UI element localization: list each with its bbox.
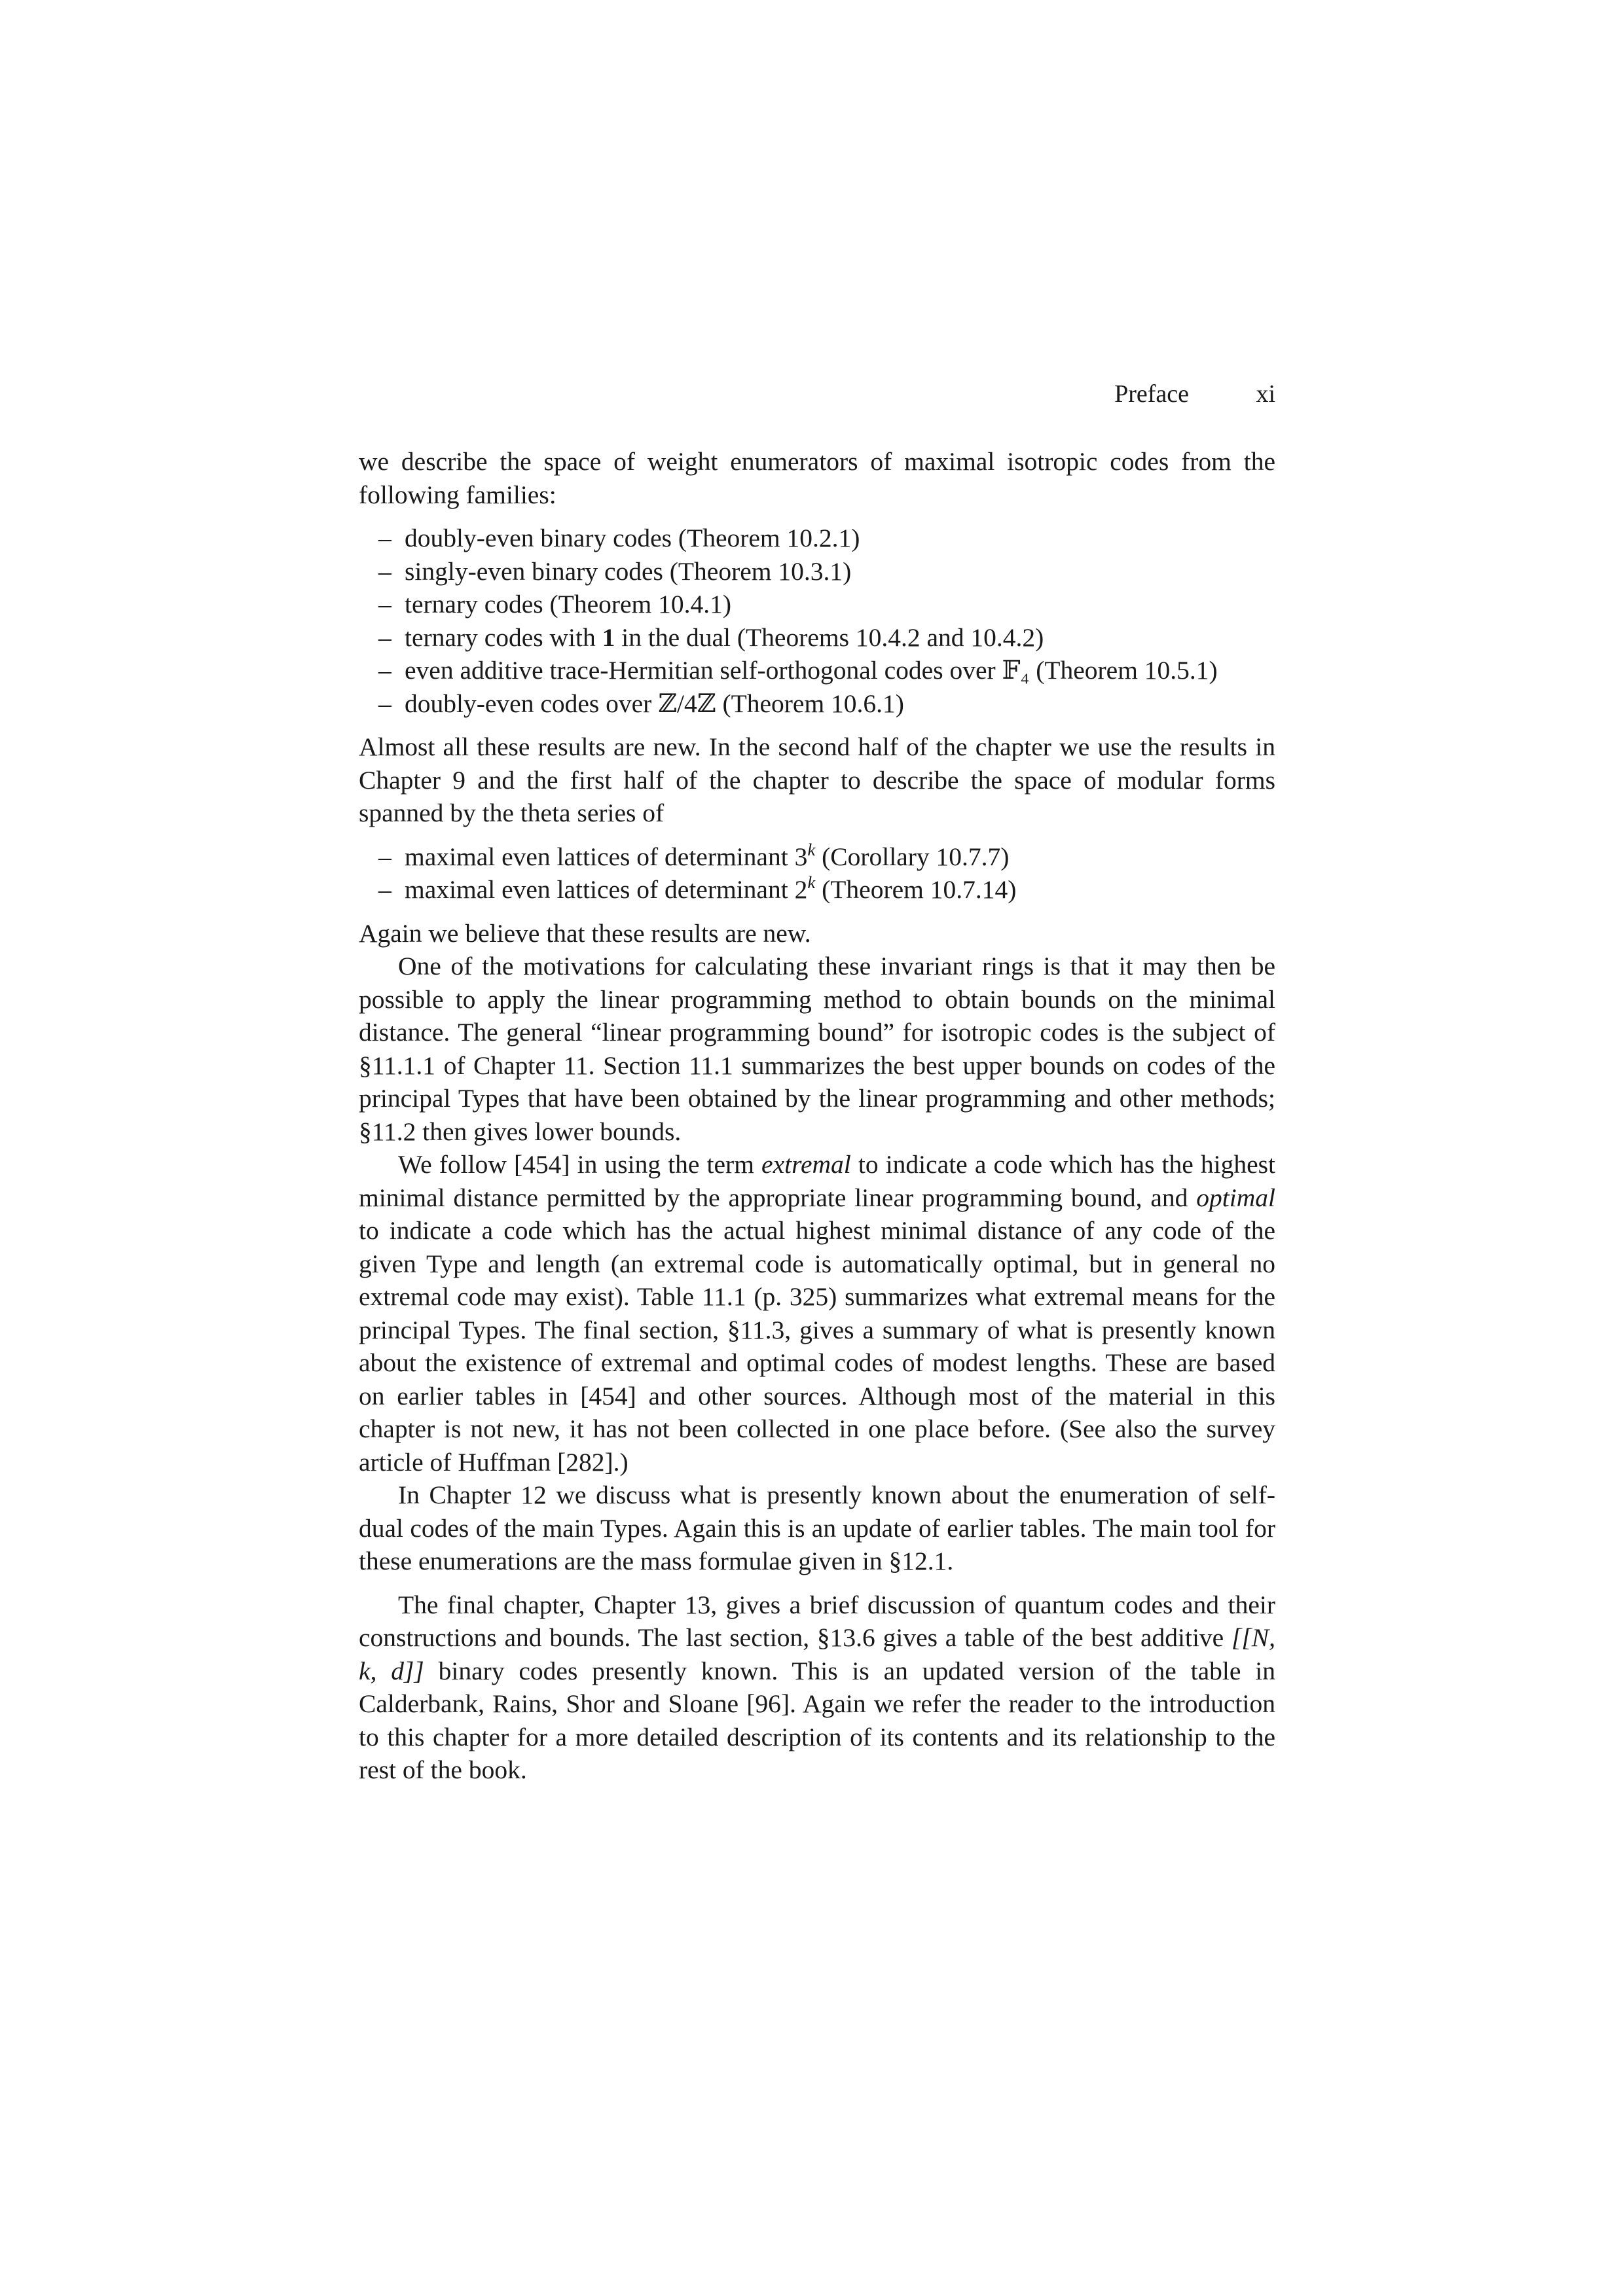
paragraph-motivation: One of the motivations for calculating these invariant rings is that it may then be possible to apply the linear programming method to obtain bounds on the minimal distance. The general “linear programming bound” for isotropic codes is the subject of §11.1.1 of Chapter 11. Section 11.1 summarizes the best upper bounds on codes of the principal Types that have been obtained by the linear programming and other methods; §11.2 then gives lower bounds. (359, 952, 1275, 1146)
running-head (359, 380, 1275, 419)
intro-paragraph: we describe the space of weight enumerators of maximal isotropic codes from the following families: (359, 447, 1275, 509)
list-item-text: maximal even lattices of determinant 3 (405, 842, 808, 871)
list-item (378, 621, 1275, 655)
paragraph-text: The final chapter, Chapter 13, gives a brief discussion of quantum codes and their constructions and bounds. The last section, §13.6 gives a table of the best additive (359, 1590, 1275, 1652)
paragraph-again: Again we believe that these results are new. (359, 918, 811, 948)
paragraph-text: We follow [454] in using the term (398, 1150, 762, 1179)
page-number: xi (1256, 380, 1275, 408)
list-item-text: maximal even lattices of determinant 2 (405, 875, 808, 904)
running-head-section: Preface (1114, 380, 1189, 408)
body-text (359, 445, 1275, 1787)
paragraph-extremal (359, 1148, 1275, 1479)
paragraph-text: binary codes presently known. This is an updated version of the table in Calderbank, Rains, Shor and Sloane [96]. Again we refer the reader to the introduction to this chapter for a more detailed description of its contents and its relationship to the rest of the book. (359, 1656, 1275, 1784)
term-extremal: extremal (761, 1150, 851, 1179)
list-item-text: in the dual (Theorems 10.4.2 and 10.4.2) (615, 622, 1044, 652)
list-item (378, 840, 1275, 874)
code-parameters: [[N, k, d]] (359, 1623, 1275, 1685)
list-item-text: ternary codes with (405, 622, 602, 652)
list-item-text: (Theorem 10.7.14) (815, 875, 1017, 904)
term-optimal: optimal (1196, 1183, 1275, 1212)
paragraph-text: to indicate a code which has the actual highest minimal distance of any code of the given Type and length (an extremal code is automatically optimal, but in general no extremal code may exist). Table 11.1 (p. 325) summarizes what extremal means for the principal Types. The final section, §11.3, gives a summary of what is presently known about the existence of extremal and optimal codes of modest lengths. These are based on earlier tables in [454] and other sources. Although most of the material in this chapter is not new, it has not been collected in one place before. (See also the survey article of Huffman [282].) (359, 1216, 1275, 1477)
code-families-list (359, 522, 1275, 720)
exponent: k (807, 872, 816, 893)
lattices-list (359, 840, 1275, 906)
paragraph-text: to indicate a code which has the highest minimal distance permitted by the appropriate linear programming bound, and (359, 1150, 1275, 1212)
bold-one: 1 (602, 622, 615, 652)
exponent: k (807, 839, 816, 859)
list-item (378, 873, 1275, 906)
list-item: – singly-even binary codes (Theorem 10.3.1) (378, 555, 1275, 588)
list-item: – doubly-even binary codes (Theorem 10.2.1) (378, 522, 1275, 555)
list-item: – even additive trace-Hermitian self-orthogonal codes over 𝔽₄ (Theorem 10.5.1) (378, 654, 1275, 687)
list-item-text: (Corollary 10.7.7) (815, 842, 1010, 871)
paragraph-almost-all: Almost all these results are new. In the second half of the chapter we use the results in Chapter 9 and the first half of the chapter to describe the space of modular forms spanned by the theta series of (359, 732, 1275, 827)
list-item: – ternary codes (Theorem 10.4.1) (378, 588, 1275, 621)
paragraph-final-chapter (359, 1588, 1275, 1787)
list-item: – doubly-even codes over ℤ/4ℤ (Theorem 10.6.1) (378, 687, 1275, 721)
paragraph-chapter-12: In Chapter 12 we discuss what is presently known about the enumeration of self-dual codes of the main Types. Again this is an update of earlier tables. The main tool for these enumerations are the mass formulae given in §12.1. (359, 1480, 1275, 1575)
